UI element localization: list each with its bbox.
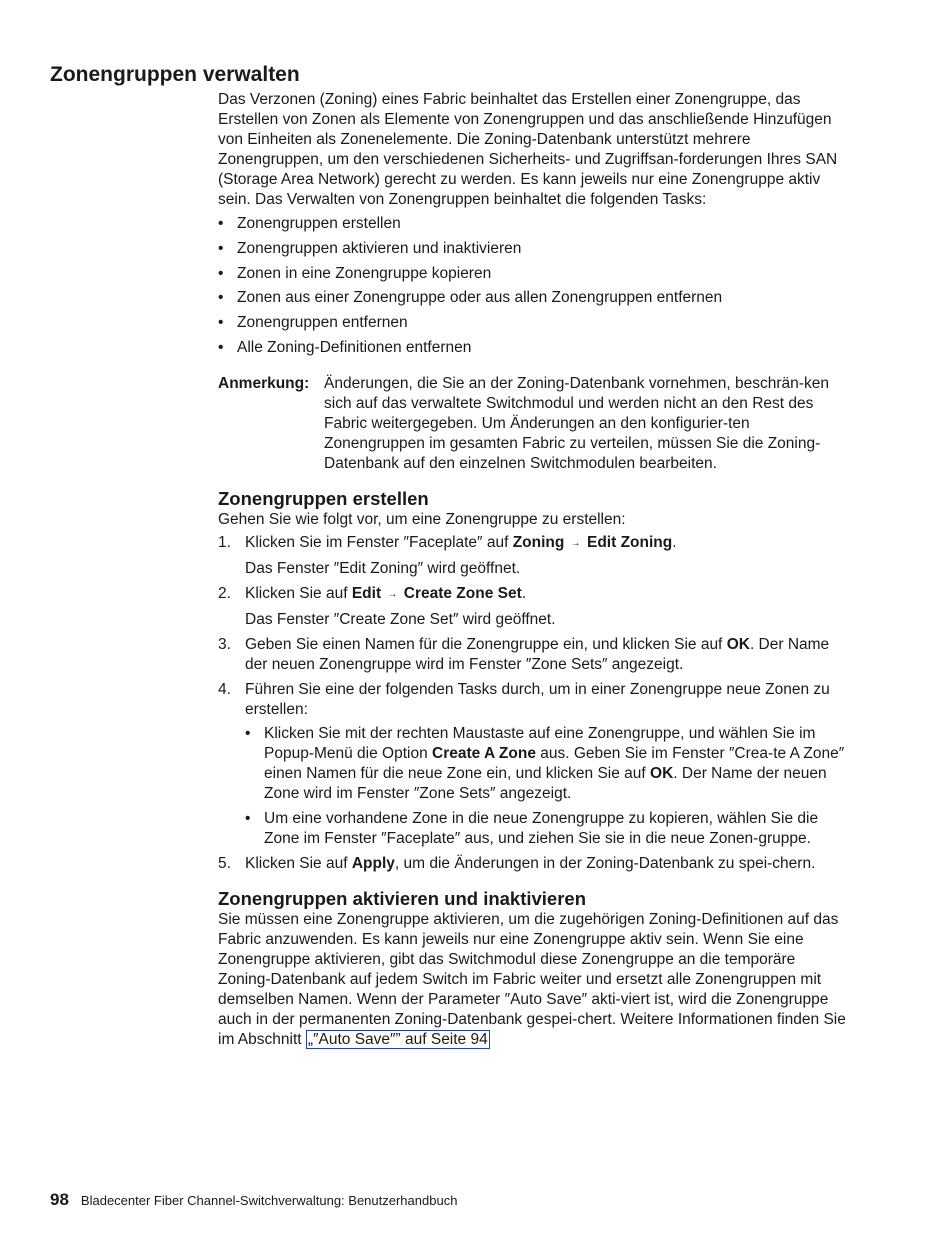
list-item: • Alle Zoning-Definitionen entfernen	[218, 338, 848, 358]
step-text: Klicken Sie auf	[245, 854, 352, 872]
step-result: Das Fenster ″Edit Zoning″ wird geöffnet.	[245, 559, 521, 577]
step-text: Führen Sie eine der folgenden Tasks durch, um in einer Zonengruppe neue Zonen zu erstellen:	[245, 680, 830, 718]
list-item: • Zonengruppen entfernen	[218, 313, 848, 333]
step-text-end: .	[521, 584, 527, 602]
note-text: Änderungen, die Sie an der Zoning-Datenbank vornehmen, beschrän-ken sich auf das verwaltete Switchmodul und werden nicht an den Rest des Fabric weitergegeben. Um Änderungen an den konfigurier-ten Zonengruppen im gesamten Fabric zu verteilen, müssen Sie die Zoning-Datenbank auf den einzelnen Switchmodulen bearbeiten.	[324, 374, 829, 472]
page-title: Zonengruppen verwalten	[50, 63, 300, 86]
step-number: 2.	[218, 584, 231, 602]
sub-list	[245, 724, 848, 849]
list-item	[245, 724, 848, 804]
step-2	[218, 584, 848, 630]
section-heading-activate: Zonengruppen aktivieren und inaktivieren	[218, 887, 587, 909]
step-text: Klicken Sie auf	[245, 584, 352, 602]
button-apply-ref: Apply	[351, 854, 395, 872]
note-block	[218, 374, 848, 474]
list-item: • Um eine vorhandene Zone in die neue Zonengruppe zu kopieren, wählen Sie die Zone im Fenster ″Faceplate″ aus, und ziehen Sie sie in die neue Zonen-gruppe.	[245, 809, 848, 849]
arrow-right-icon: →	[387, 588, 398, 600]
page-footer	[50, 1190, 457, 1211]
note-label: Anmerkung:	[218, 374, 310, 392]
menu-zoning: Zoning	[512, 533, 565, 551]
list-item: • Zonen in eine Zonengruppe kopieren	[218, 264, 848, 284]
create-steps	[218, 533, 848, 874]
step-text-end: , um die Änderungen in der Zoning-Datenbank zu spei-chern.	[394, 854, 816, 872]
menu-create-zone-set: Create Zone Set	[403, 584, 522, 602]
step-4	[218, 680, 848, 849]
main-content	[218, 90, 848, 1050]
menu-edit-zoning: Edit Zoning	[586, 533, 673, 551]
step-text: Klicken Sie im Fenster ″Faceplate″ auf	[245, 533, 513, 551]
step-3	[218, 635, 848, 675]
step-result: Das Fenster ″Create Zone Set″ wird geöffnet.	[245, 610, 556, 628]
menu-edit: Edit	[351, 584, 382, 602]
step-text: Geben Sie einen Namen für die Zonengruppe ein, und klicken Sie auf	[245, 635, 727, 653]
step-1	[218, 533, 848, 579]
step-text-end: .	[672, 533, 677, 551]
sub-text-end: . Der Name der neuen Zone wird im Fenster ″Zone Sets″ angezeigt.	[264, 764, 827, 802]
list-item: • Zonen aus einer Zonengruppe oder aus allen Zonengruppen entfernen	[218, 288, 848, 308]
section-heading-create: Zonengruppen erstellen	[218, 487, 429, 509]
step-number: 5.	[218, 854, 231, 872]
create-lead: Gehen Sie wie folgt vor, um eine Zonengruppe zu erstellen:	[218, 510, 626, 528]
activate-paragraph	[218, 910, 848, 1050]
step-text-end: . Der Name der neuen Zonengruppe wird im Fenster ″Zone Sets″ angezeigt.	[245, 635, 830, 673]
cross-reference-link[interactable]: „″Auto Save″” auf Seite 94	[307, 1030, 488, 1048]
intro-paragraph: Das Verzonen (Zoning) eines Fabric beinhaltet das Erstellen einer Zonengruppe, das Erstellen von Zonen als Elemente von Zonengruppen und das anschließende Hinzufügen von Einheiten als Zonenelemente. Die Zoning-Datenbank unterstützt mehrere Zonengruppen, um den verschiedenen Sicherheits- und Zugriffsan-forderungen Ihres SAN (Storage Area Network) gerecht zu werden. Es kann jeweils nur eine Zonengruppe aktiv sein. Das Verwalten von Zonengruppen beinhaltet die folgenden Tasks:	[218, 91, 838, 208]
sub-text-mid: aus. Geben Sie im Fenster ″Crea-te A Zone″ einen Namen für die neue Zone ein, und klicken Sie auf	[264, 744, 845, 782]
step-5	[218, 854, 848, 874]
activate-text: Sie müssen eine Zonengruppe aktivieren, um die zugehörigen Zoning-Definitionen auf das Fabric anzuwenden. Es kann jeweils nur eine Zonengruppe aktiv sein. Wenn Sie eine Zonengruppe aktivieren, gibt das Switchmodul diese Zonengruppe an die temporäre Zoning-Datenbank auf jedem Switch im Fabric weiter und ersetzt alle Zonengruppen mit demselben Namen. Wenn der Parameter ″Auto Save″ akti-viert ist, wird die Zonengruppe auch in der permanenten Zoning-Datenbank gespei-chert. Weitere Informationen finden Sie im Abschnitt	[218, 910, 846, 1048]
step-number: 3.	[218, 635, 231, 653]
step-number: 1.	[218, 533, 231, 551]
arrow-right-icon: →	[570, 537, 581, 549]
page-number: 98	[50, 1190, 69, 1209]
button-ok-ref: OK	[726, 635, 750, 653]
book-title: Bladecenter Fiber Channel-Switchverwaltung: Benutzerhandbuch	[80, 1193, 458, 1208]
step-number: 4.	[218, 680, 231, 698]
list-item: • Zonengruppen erstellen	[218, 214, 848, 234]
task-list	[218, 214, 848, 358]
sub-text: Klicken Sie mit der rechten Maustaste auf eine Zonengruppe, und wählen Sie im Popup-Menü die Option	[264, 724, 816, 762]
button-ok-ref: OK	[650, 764, 674, 782]
menu-create-a-zone: Create A Zone	[432, 744, 536, 762]
list-item: • Zonengruppen aktivieren und inaktivieren	[218, 239, 848, 259]
